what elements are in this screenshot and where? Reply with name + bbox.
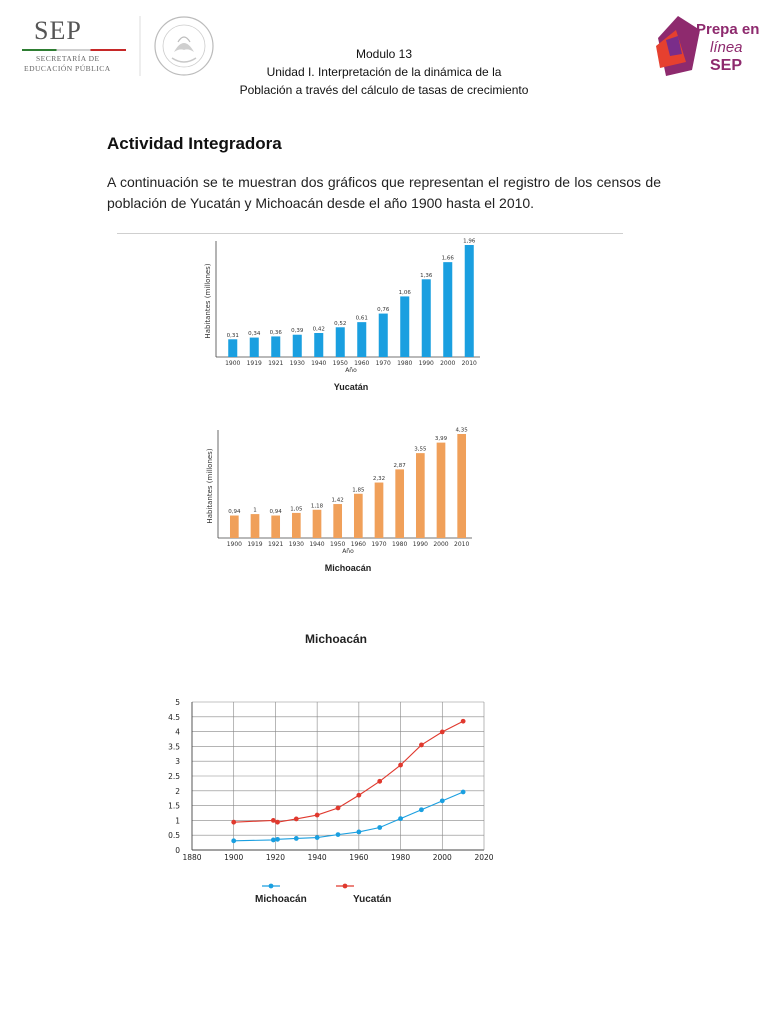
bar-1900 [230, 516, 239, 538]
series-point-0 [231, 838, 236, 843]
series-point-0 [315, 835, 320, 840]
x-tick-label: 1990 [412, 541, 428, 548]
bar-value-label: 0,39 [291, 328, 304, 335]
x-tick-label: 2000 [440, 360, 456, 367]
x-tick-label: 1990 [418, 360, 434, 367]
sep-logo-word: SEP [34, 16, 82, 45]
x-tick-label: 2010 [461, 360, 477, 367]
x-tick-label: 1940 [307, 853, 327, 862]
bar-value-label: 2,32 [372, 476, 386, 483]
x-tick-label: 1919 [246, 360, 262, 367]
yucatan-bar-chart [200, 236, 490, 404]
series-point-1 [377, 779, 382, 784]
bar-1990 [422, 279, 431, 357]
bar-value-label: 0,36 [269, 329, 282, 336]
series-point-1 [275, 820, 280, 825]
chart-title: Yucatán [333, 382, 369, 392]
bar-value-label: 0,52 [334, 320, 347, 327]
x-tick-label: 1920 [265, 853, 285, 862]
x-tick-label: 2010 [454, 541, 470, 548]
module-title-block [200, 45, 568, 99]
x-tick-label: 2000 [433, 541, 449, 548]
x-tick-label: 1940 [311, 360, 327, 367]
y-axis-title: Habitantes (millones) [206, 448, 214, 524]
x-tick-label: 1980 [397, 360, 413, 367]
unit-title-line1: Unidad I. Interpretación de la dinámica de la [266, 65, 502, 79]
bar-1980 [395, 469, 404, 538]
y-tick-label: 4.5 [168, 712, 180, 722]
x-tick-label: 1900 [224, 853, 244, 862]
y-tick-label: 1 [175, 816, 180, 826]
divider [117, 233, 623, 234]
x-tick-label: 1930 [289, 360, 305, 367]
y-axis-title: Habitantes (millones) [204, 263, 212, 339]
chart-title: Michoacán [304, 632, 368, 646]
x-tick-label: 1921 [268, 360, 284, 367]
sep-logo-line1: SECRETARÍA DE [36, 54, 100, 63]
x-tick-label: 1970 [371, 541, 387, 548]
bar-1900 [228, 339, 237, 357]
bar-value-label: 1,42 [331, 497, 344, 504]
bar-value-label: 0,34 [248, 331, 261, 338]
unit-title-line2: Población a través del cálculo de tasas de crecimiento [239, 83, 529, 97]
bar-value-label: 1,18 [310, 503, 324, 510]
legend-marker [343, 884, 348, 889]
x-tick-label: 1980 [392, 541, 408, 548]
intro-paragraph: A continuación se te muestran dos gráficos que representan el registro de los censos de población de Yucatán y Michoacán desde el año 1900 hasta el 2010. [107, 174, 661, 211]
bar-value-label: 2,87 [393, 462, 406, 469]
bar-1930 [292, 513, 301, 538]
bar-value-label: 1,85 [352, 487, 365, 494]
prepa-logo-line2: línea [710, 39, 743, 56]
module-title: Modulo 13 [355, 47, 413, 61]
y-tick-label: 5 [175, 698, 180, 707]
prepa-logo-line1: Prepa en [696, 21, 760, 38]
sep-logo [20, 16, 130, 72]
x-tick-label: 2000 [432, 853, 452, 862]
bar-value-label: 1,96 [463, 238, 476, 245]
x-tick-label: 1921 [268, 541, 284, 548]
series-point-1 [336, 806, 341, 811]
bar-value-label: 1,36 [420, 272, 433, 279]
bar-2010 [465, 245, 474, 357]
legend-label: Michoacán [255, 894, 307, 905]
x-tick-label: 1950 [332, 360, 348, 367]
series-point-0 [440, 798, 445, 803]
y-tick-label: 3 [175, 757, 180, 767]
series-point-1 [440, 729, 445, 734]
series-point-1 [294, 817, 299, 822]
bar-value-label: 1,66 [441, 255, 454, 262]
bar-value-label: 0,94 [228, 509, 241, 516]
y-tick-label: 0.5 [168, 831, 180, 841]
bar-1930 [293, 335, 302, 357]
bar-1950 [333, 504, 342, 538]
page-header [0, 0, 768, 110]
bar-value-label: 0,94 [269, 509, 282, 516]
x-tick-label: 1900 [226, 541, 242, 548]
bar-1950 [336, 327, 345, 357]
series-point-0 [275, 837, 280, 842]
bar-1940 [313, 510, 322, 538]
series-point-0 [419, 807, 424, 812]
y-tick-label: 4 [175, 727, 180, 737]
prepa-en-linea-logo [652, 10, 760, 86]
x-tick-label: 2020 [474, 853, 494, 862]
x-tick-label: 1960 [354, 360, 370, 367]
bar-1990 [416, 453, 425, 538]
bar-1919 [250, 338, 259, 357]
series-point-0 [294, 836, 299, 841]
bar-value-label: 0,31 [226, 332, 239, 339]
bar-value-label: 1,05 [290, 506, 303, 513]
bar-value-label: 3,99 [434, 436, 448, 443]
series-point-1 [231, 820, 236, 825]
x-tick-label: 1940 [309, 541, 325, 548]
bar-1960 [354, 494, 363, 538]
x-tick-label: 1900 [225, 360, 241, 367]
x-tick-label: 1980 [391, 853, 411, 862]
y-tick-label: 2.5 [168, 772, 180, 781]
series-point-1 [461, 719, 466, 724]
x-tick-label: 1960 [349, 853, 369, 862]
series-point-1 [356, 793, 361, 798]
series-point-0 [377, 825, 382, 830]
bar-value-label: 1,06 [398, 289, 411, 296]
sep-logo-bar [22, 49, 126, 51]
bar-value-label: 0,61 [355, 315, 368, 322]
activity-heading: Actividad Integradora [107, 134, 282, 153]
bar-1919 [251, 514, 260, 538]
bar-1921 [271, 336, 280, 357]
x-axis-title: Año [345, 367, 357, 374]
y-tick-label: 2 [175, 786, 180, 796]
bar-2010 [457, 434, 466, 538]
bar-1970 [379, 314, 388, 357]
chart-title: Michoacán [324, 563, 372, 573]
series-line-0 [234, 792, 463, 841]
bar-2000 [443, 262, 452, 357]
series-point-0 [356, 830, 361, 835]
y-tick-label: 1.5 [168, 801, 180, 811]
series-point-0 [398, 816, 403, 821]
x-tick-label: 1950 [330, 541, 346, 548]
bar-value-label: 3,55 [414, 446, 427, 453]
bar-1980 [400, 296, 409, 357]
series-point-0 [336, 832, 341, 837]
bar-2000 [437, 443, 446, 538]
x-tick-label: 1930 [288, 541, 304, 548]
x-tick-label: 1880 [182, 853, 202, 862]
bar-value-label: 4,35 [455, 427, 468, 434]
bar-1960 [357, 322, 366, 357]
sep-logo-line2: EDUCACIÓN PÚBLICA [24, 64, 111, 73]
bar-value-label: 0,76 [377, 307, 390, 314]
bar-value-label: 1 [253, 507, 257, 514]
legend-label: Yucatán [353, 894, 392, 905]
bar-1940 [314, 333, 323, 357]
michoacan-bar-chart [200, 424, 490, 580]
bar-value-label: 0,42 [312, 326, 325, 333]
population-line-chart [170, 628, 500, 912]
legend-marker [269, 884, 274, 889]
x-tick-label: 1960 [350, 541, 366, 548]
series-point-1 [315, 813, 320, 818]
bar-1970 [375, 483, 384, 538]
series-point-1 [271, 818, 276, 823]
x-tick-label: 1919 [247, 541, 263, 548]
prepa-logo-line3: SEP [710, 57, 743, 74]
y-tick-label: 0 [175, 846, 180, 855]
x-tick-label: 1970 [375, 360, 391, 367]
series-point-0 [271, 838, 276, 843]
series-point-1 [398, 763, 403, 768]
series-point-1 [419, 743, 424, 748]
bar-1921 [271, 516, 280, 538]
y-tick-label: 3.5 [168, 742, 180, 752]
series-point-0 [461, 790, 466, 795]
x-axis-title: Año [342, 548, 354, 555]
